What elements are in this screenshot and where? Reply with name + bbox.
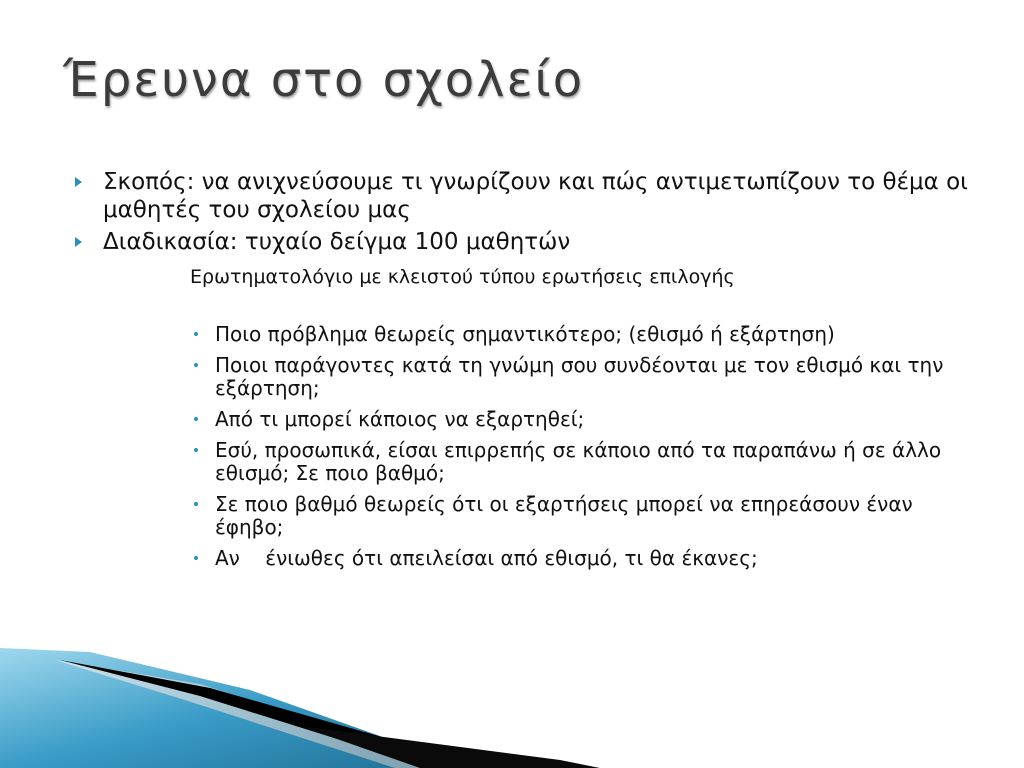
question-text: Εσύ, προσωπικά, είσαι επιρρεπής σε κάποιο από τα παραπάνω ή σε άλλο εθισμό; Σε ποιο βαθμό; bbox=[215, 438, 942, 485]
question-text: Σε ποιο βαθμό θεωρείς ότι οι εξαρτήσεις μπορεί να επηρεάσουν έναν έφηβο; bbox=[215, 492, 913, 539]
bullet-purpose-text: : να ανιχνεύσουμε τι γνωρίζουν και πώς αντιμετωπίζουν το θέμα οι μαθητές του σχολείου μας bbox=[103, 169, 968, 223]
bullet-purpose-label: Σκοπός bbox=[103, 169, 187, 195]
question-text: Ποιοι παράγοντες κατά τη γνώμη σου συνδέονται με τον εθισμό και την εξάρτηση; bbox=[215, 353, 944, 400]
question-text: Ποιο πρόβλημα θεωρείς σημαντικότερο; (εθισμό ή εξάρτηση) bbox=[215, 322, 835, 346]
bullet-procedure-text: : τυχαίο δείγμα 100 μαθητών bbox=[229, 229, 571, 255]
slide-title: Έρευνα στο σχολείο bbox=[63, 52, 585, 108]
bullet-procedure-label: Διαδικασία bbox=[103, 229, 230, 255]
question-text: Αν ένιωθες ότι απειλείσαι από εθισμό, τι θα έκανες; bbox=[215, 546, 758, 570]
question-text: Από τι μπορεί κάποιος να εξαρτηθεί; bbox=[215, 407, 585, 431]
questionnaire-description: Ερωτηματολόγιο με κλειστού τύπου ερωτήσεις επιλογής bbox=[190, 266, 735, 288]
